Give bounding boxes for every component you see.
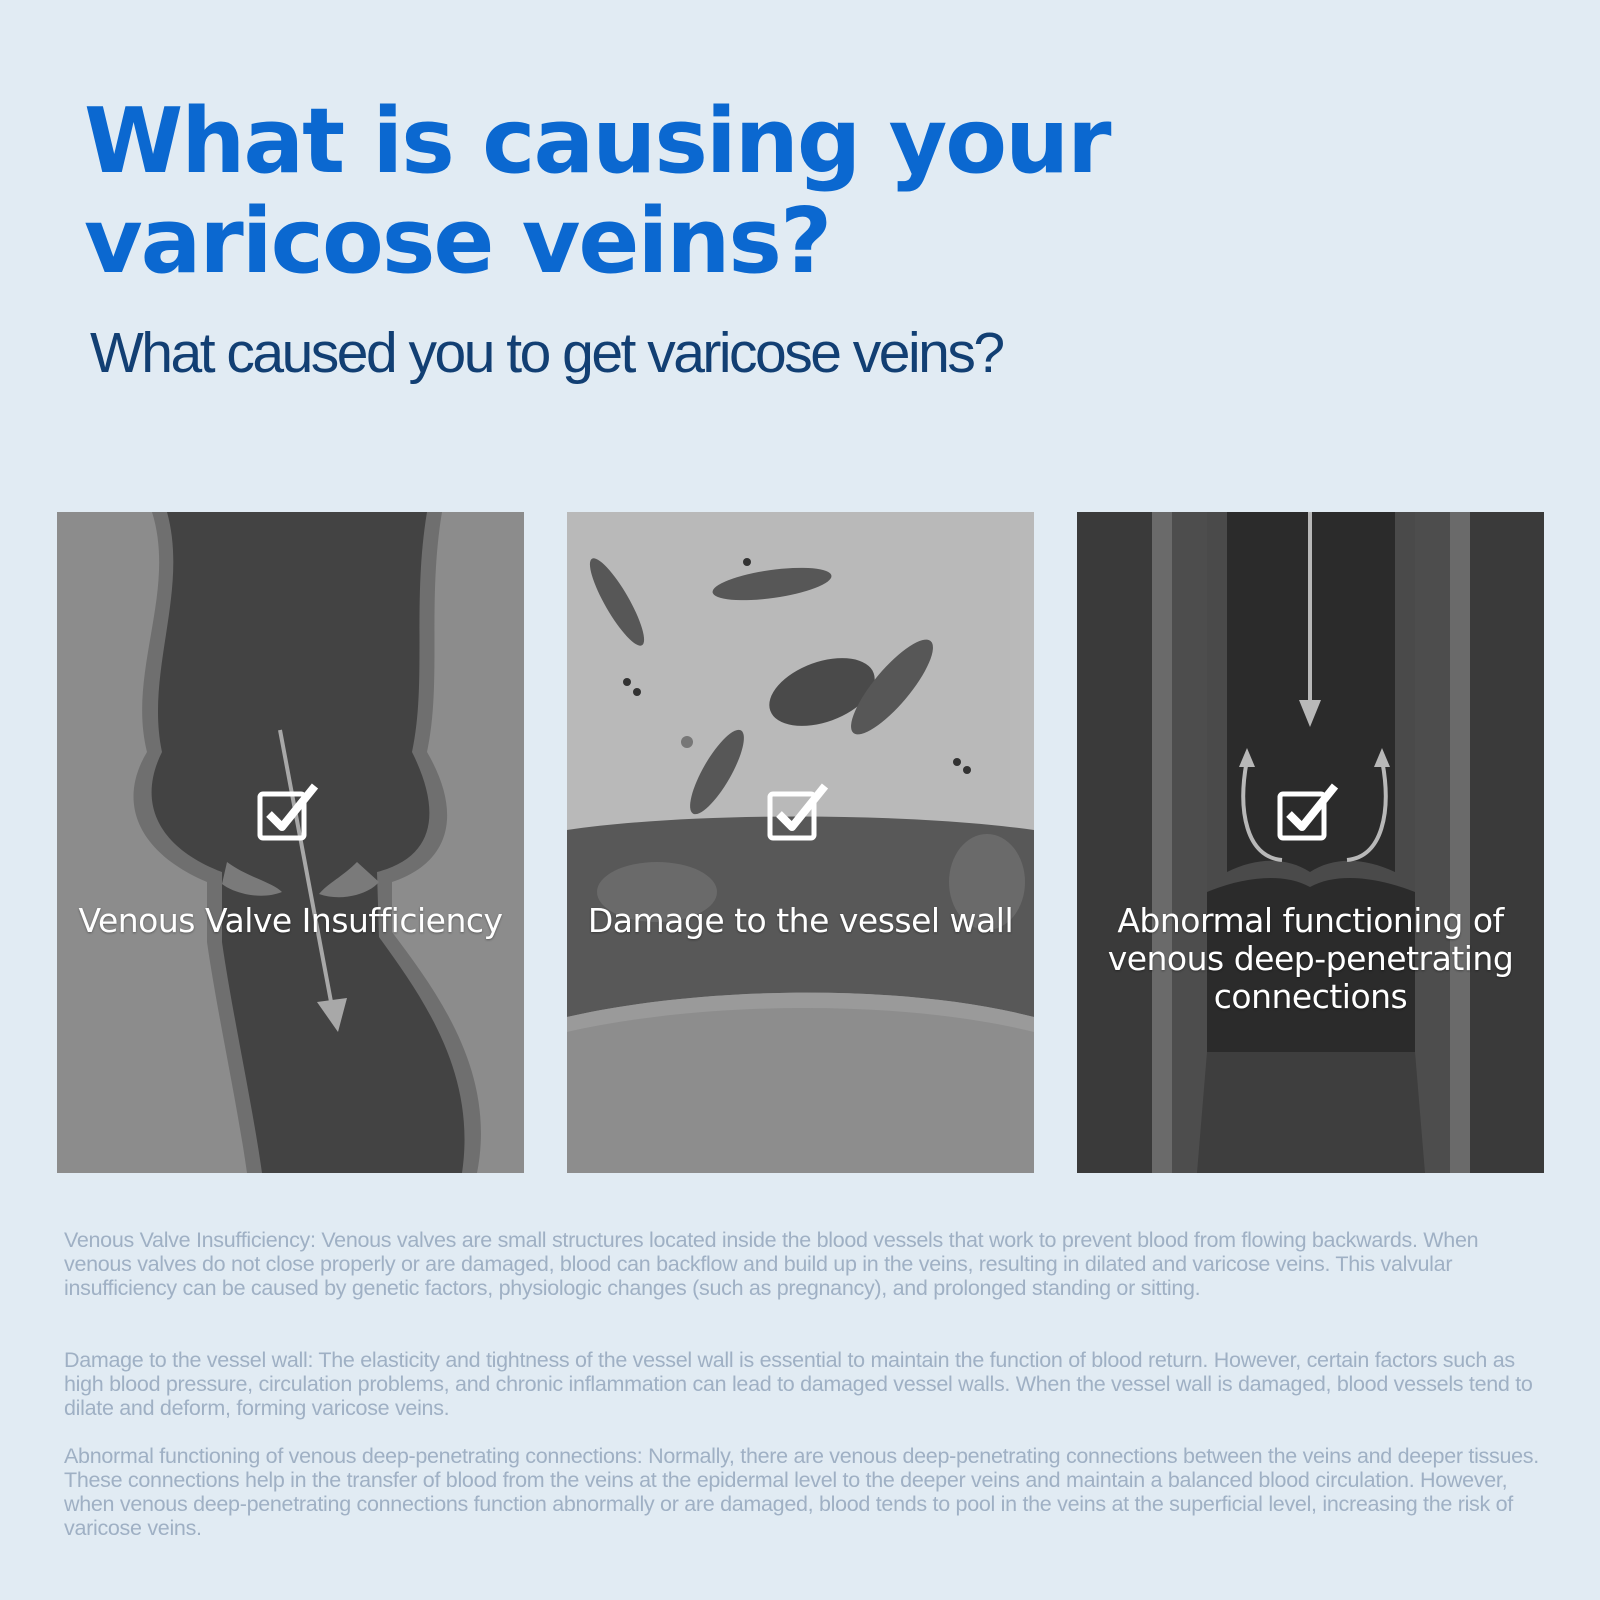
cause-card-valve-insufficiency <box>57 512 524 1173</box>
card-label: Venous Valve Insufficiency <box>78 901 503 940</box>
description-valve-insufficiency: Venous Valve Insufficiency: Venous valves are small structures located inside the blood vessels that work to prevent blood from flowing backwards. When venous valves do not close properly or are damaged, blood can backflow and build up in the veins, resulting in dilated and varicose veins. This valvular insufficiency can be caused by genetic factors, physiologic changes (such as pregnancy), and prolonged standing or sitting. <box>64 1228 1479 1300</box>
checkbox-checked-icon <box>1277 782 1341 846</box>
card-label: Abnormal functioning of venous deep-penetrating connections <box>1107 901 1514 1016</box>
card-label: Damage to the vessel wall <box>587 901 1014 940</box>
cause-card-deep-connections <box>1077 512 1544 1173</box>
headline-line-1: What is causing your <box>84 89 1110 194</box>
checkbox-checked-icon <box>257 782 321 846</box>
headline-line-2: varicose veins? <box>84 189 831 294</box>
subheadline: What caused you to get varicose veins? <box>90 321 1003 385</box>
description-vessel-wall-damage: Damage to the vessel wall: The elasticity and tightness of the vessel wall is essential to maintain the function of blood return. However, certain factors such as high blood pressure, circulation problems, and chronic inflammation can lead to damaged vessel walls. When the vessel wall is damaged, blood vessels tend to dilate and deform, forming varicose veins. <box>64 1348 1533 1420</box>
cause-card-vessel-wall-damage <box>567 512 1034 1173</box>
description-deep-connections: Abnormal functioning of venous deep-penetrating connections: Normally, there are venous deep-penetrating connections between the veins and deeper tissues. These connections help in the transfer of blood from the veins at the epidermal level to the deeper veins and maintain a balanced blood circulation. However, when venous deep-penetrating connections function abnormally or are damaged, blood tends to pool in the veins at the superficial level, increasing the risk of varicose veins. <box>64 1444 1539 1540</box>
headline <box>84 89 1384 294</box>
checkbox-checked-icon <box>767 782 831 846</box>
